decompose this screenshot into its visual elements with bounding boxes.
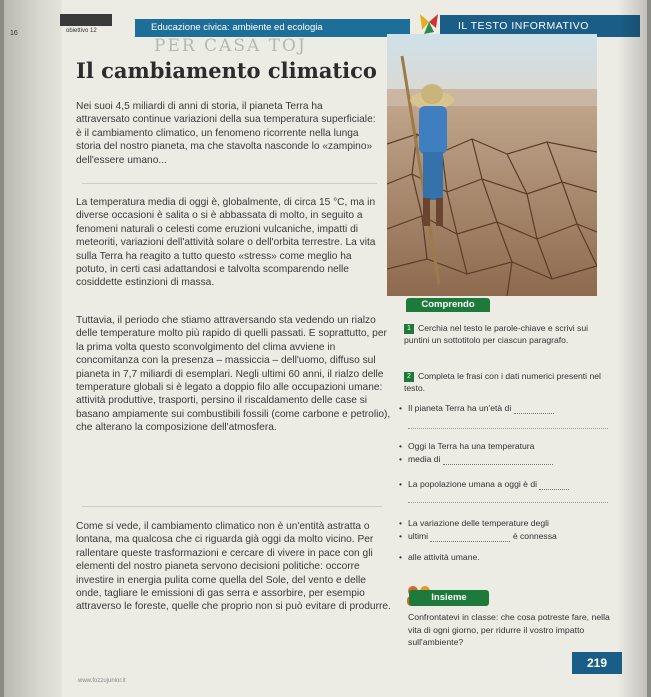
fill-in-item-temperature xyxy=(408,440,608,452)
paragraph-3 xyxy=(76,314,396,435)
answer-line[interactable] xyxy=(408,428,608,429)
fill-in-text: La popolazione umana a oggi è di xyxy=(408,479,538,489)
page-title: Il cambiamento climatico xyxy=(76,58,377,83)
paragraph-divider xyxy=(82,506,382,507)
paragraph-divider xyxy=(82,183,377,184)
page-number: 219 xyxy=(572,652,622,674)
answer-blank[interactable] xyxy=(430,541,510,542)
comprendo-tab: Comprendo xyxy=(406,298,490,312)
answer-line[interactable] xyxy=(408,502,608,503)
drought-photo xyxy=(387,34,597,296)
exercise-number: 2 xyxy=(404,372,414,382)
footer-site: www.fozzujunior.it xyxy=(78,678,126,684)
fill-in-text: Il pianeta Terra ha un'età di xyxy=(408,403,512,413)
exercise-1-text: Cerchia nel testo le parole-chiave e scrivi sui puntini un sottotitolo per ciascun paragrafo. xyxy=(404,323,589,345)
answer-blank[interactable] xyxy=(443,464,553,465)
paragraph-1 xyxy=(76,100,376,167)
fill-in-item-age xyxy=(408,402,608,414)
text-type-bar: IL TESTO INFORMATIVO xyxy=(440,15,640,37)
fill-in-text: ultimi xyxy=(408,531,429,541)
fill-in-text: Oggi la Terra ha una temperatura xyxy=(408,441,535,451)
fill-in-item-variation-cont xyxy=(408,530,608,542)
handwritten-note: PER CASA TOJ xyxy=(154,36,307,56)
paragraph-2 xyxy=(76,196,376,290)
answer-blank[interactable] xyxy=(539,489,569,490)
exercise-2-text: Completa le frasi con i dati numerici presenti nel testo. xyxy=(404,371,601,393)
fill-in-item-temperature-cont xyxy=(408,453,608,465)
obiettivo-label: obiettivo 12 xyxy=(66,28,97,34)
fill-in-text: media di xyxy=(408,454,441,464)
exercise-2 xyxy=(404,370,614,394)
pinwheel-icon xyxy=(418,12,440,36)
paragraph-4 xyxy=(76,520,394,614)
page-shadow xyxy=(617,0,647,697)
fill-in-item-variation xyxy=(408,517,608,529)
textbook-page xyxy=(4,0,647,697)
facing-page-number: 16 xyxy=(10,30,18,37)
header-bar xyxy=(10,12,647,37)
paragraph-2-text: La temperatura media di oggi è, globalmente, di circa 15 °C, ma in diverse occasioni è salita o si è abbassata di molto, in seguito a fenomeni naturali o celesti come eruzioni vulcaniche, impatti di meteoriti, variazioni dell'attività solare o dell'orbita terrestre. La vita sulla Terra ha reagito a tutto questo «stress» come meglio ha potuto, in certi casi adattandosi e talvolta scomparendo nelle cosiddette estinzioni di massa. xyxy=(76,197,376,289)
fill-in-text: alle attività umane. xyxy=(408,552,480,562)
fill-in-text: La variazione delle temperature degli xyxy=(408,518,549,528)
paragraph-1-text: Nei suoi 4,5 miliardi di anni di storia, il pianeta Terra ha attraversato continue variazioni della sua temperatura superficiale: è il cambiamento climatico, un fenomeno ricorrente nella lunga storia del nostro pianeta, ma che stavolta nasconde lo «zampino» dell'essere umano... xyxy=(76,101,376,166)
exercise-1 xyxy=(404,322,614,346)
subject-bar: Educazione civica: ambiente ed ecologia xyxy=(135,19,410,37)
facing-page-edge xyxy=(4,0,62,697)
section-tag xyxy=(60,14,112,26)
fill-in-item-population xyxy=(408,478,608,490)
insieme-tab: Insieme xyxy=(409,590,489,606)
paragraph-4-text: Come si vede, il cambiamento climatico non è un'entità astratta o lontana, ma qualcosa che ci riguarda già oggi da molto vicino. Per rallentare queste trasformazioni e cercare di vivere in pace con gli elementi del nostro pianeta servono decisioni politiche: occorre investire in energia pulita come quella del Sole, del vento e delle onde, tagliare le emissioni di gas serra e assorbire, per esempio attraverso le foreste, quelle che proprio non si può evitare di produrre. xyxy=(76,521,391,613)
fill-in-item-variation-end xyxy=(408,551,608,563)
exercise-number: 1 xyxy=(404,324,414,334)
paragraph-3-text: Tuttavia, il periodo che stiamo attraversando sta vedendo un rialzo delle temperature molto più rapido di quelli passati. E soprattutto, per la prima volta questo sconvolgimento del clima avviene in concomitanza con la presenza – massiccia – dell'uomo, diffuso sul pianeta in 7,7 miliardi di esemplari. Negli ultimi 60 anni, il rialzo delle temperature globali si è legato a doppio filo alle occupazioni umane: attività produttive, trasporti, persino il riscaldamento delle case si basano ampiamente sui combustibili fossili (come carbone e petrolio), che alterano la composizione dell'atmosfera. xyxy=(76,315,391,434)
insieme-text: Confrontatevi in classe: che cosa potreste fare, nella vita di ogni giorno, per ridurre il vostro impatto sull'ambiente? xyxy=(408,612,610,647)
fill-in-text: è connessa xyxy=(512,531,557,541)
answer-blank[interactable] xyxy=(514,413,554,414)
